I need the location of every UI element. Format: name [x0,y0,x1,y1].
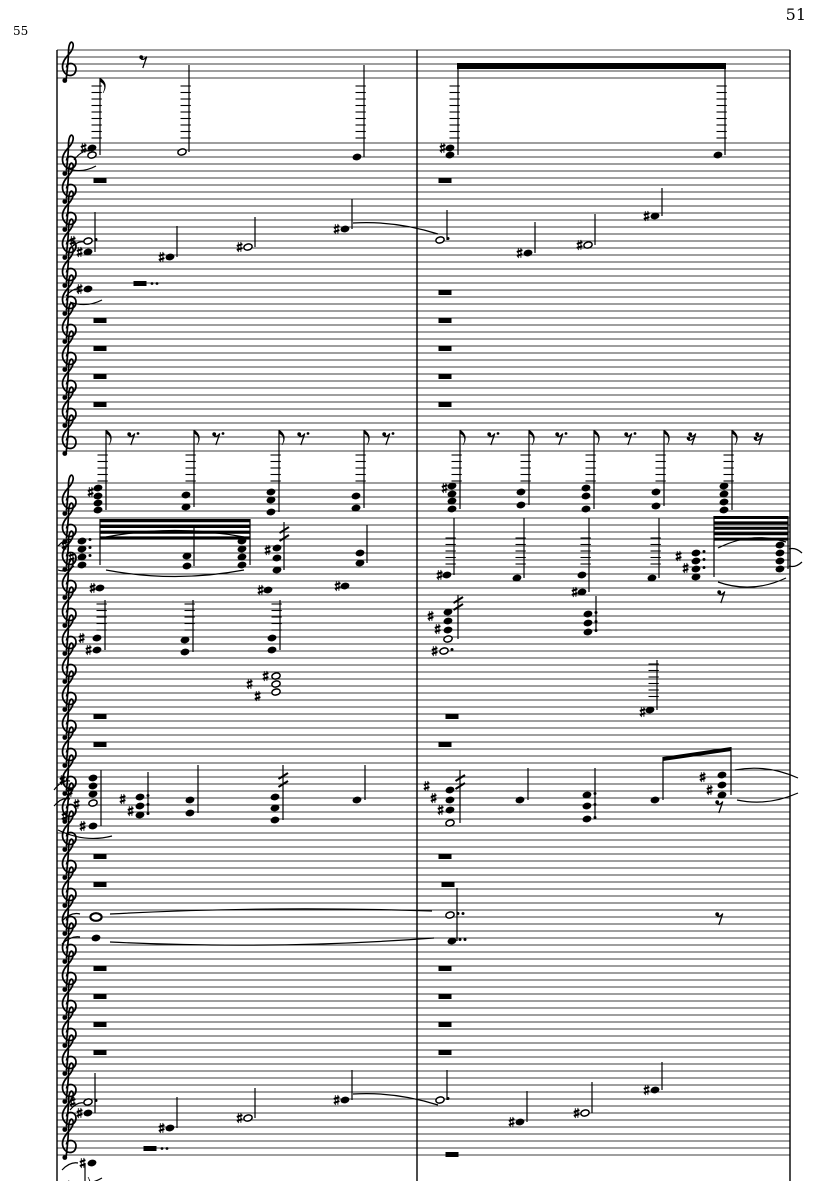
whole-rest [439,374,452,379]
staff [57,219,790,260]
note [445,770,465,827]
staff [57,359,790,400]
eighth-rest [127,432,139,445]
eighth-rest [139,55,147,68]
note [515,1091,527,1126]
tie-slur [58,830,112,838]
eighth-rest [555,432,567,445]
note [445,66,460,159]
sharp-accidental [640,707,646,717]
tie-slur [110,938,434,945]
treble-clef-icon [63,415,77,454]
whole-rest [94,714,107,719]
note [88,770,101,830]
sharp-accidental [86,645,92,655]
note [713,66,727,159]
note [645,660,659,714]
note [691,516,714,581]
whole-rest [94,742,107,747]
whole-rest [94,854,107,859]
staff [57,135,790,176]
note [580,1082,592,1117]
note [650,757,663,804]
tie-slur [789,562,802,567]
staff [57,811,790,852]
staff [57,979,790,1020]
sharp-accidental [442,483,448,493]
staff [57,923,790,964]
sharp-accidental [74,799,80,809]
whole-rest [94,178,107,183]
note [271,672,281,696]
treble-clef-icon [63,1119,77,1158]
note [92,600,107,654]
beam [457,63,726,69]
whole-rest [439,1022,452,1027]
whole-rest [439,854,452,859]
staff [57,191,790,232]
treble-clef-icon [63,42,77,81]
staff [57,1007,790,1048]
staff [57,895,790,936]
beam [100,519,250,540]
staff [57,303,790,344]
staff [57,1119,790,1160]
note [651,430,669,510]
note [582,768,596,823]
staff [57,275,790,316]
note [267,600,282,654]
whole-rest [439,402,452,407]
staff [57,559,790,600]
note [165,226,177,261]
sharp-accidental [159,252,165,262]
sharp-accidental [509,1117,515,1127]
sharp-accidental [707,785,713,795]
staff [57,839,790,880]
note [512,518,526,582]
note [93,430,111,514]
staff [57,587,790,628]
note [87,78,105,159]
note [340,199,352,233]
note [351,430,369,512]
note [85,1159,97,1181]
whole-rest [439,290,452,295]
sharp-accidental [435,624,441,634]
beam [714,516,788,541]
page-number: 51 [785,5,806,24]
eighth-rest [717,590,725,603]
sharp-accidental [237,1113,243,1123]
eighth-rest [212,432,224,445]
staff [57,783,790,824]
sharp-accidental [88,487,94,497]
staff [57,643,790,684]
staff [57,615,790,656]
whole-rest [439,742,452,747]
sharp-accidental [424,781,430,791]
eighth-rest [687,432,696,445]
sharp-accidental [258,585,264,595]
tie-slur [789,549,802,554]
staff [57,387,790,428]
sharp-accidental [683,563,689,573]
note [775,516,788,573]
sharp-accidental [517,248,523,258]
staff [57,1035,790,1076]
note [83,1073,97,1117]
note [577,518,591,596]
tie-slur [353,223,438,234]
whole-rest [439,1050,452,1055]
note [270,765,288,824]
note [77,519,100,569]
note [719,430,737,514]
note [583,214,595,249]
note [266,430,284,516]
staff [57,415,790,456]
sharp-accidental [128,806,134,816]
staff [57,867,790,908]
staff [57,1063,790,1104]
staff [57,951,790,992]
whole-rest [439,966,452,971]
whole-rest [439,994,452,999]
whole-rest [94,1022,107,1027]
note [340,582,350,590]
note [647,518,661,582]
whole-rest [144,1146,169,1151]
note [181,430,199,511]
eighth-rest [715,800,723,813]
note [442,518,456,579]
tie-slur [62,1163,78,1170]
whole-rest [94,966,107,971]
note [83,285,93,293]
whole-rest [442,882,455,887]
note [515,768,528,804]
note [272,522,289,574]
note [180,600,195,656]
whole-rest [439,178,452,183]
whole-rest [439,318,452,323]
eighth-rest [715,912,723,925]
measure-number: 55 [13,24,29,38]
whole-note [90,913,101,921]
whole-rest [94,318,107,323]
note [177,65,191,156]
note [650,188,662,220]
sharp-accidental [120,794,126,804]
sharp-accidental [334,1095,340,1105]
staff [57,475,790,516]
whole-rest [94,374,107,379]
note [95,584,105,592]
whole-rest [94,402,107,407]
eighth-rest [624,432,636,445]
whole-rest [439,346,452,351]
note [581,430,599,513]
whole-rest [94,882,107,887]
note [435,1070,449,1104]
sharp-accidental [438,805,444,815]
eighth-rest [487,432,499,445]
whole-rest [94,346,107,351]
whole-rest [94,1050,107,1055]
tie-slur [106,570,244,577]
sharp-accidental [644,1085,650,1095]
sharp-accidental [237,242,243,252]
sharp-accidental [79,633,85,643]
staff [57,331,790,372]
sharp-accidental [159,1123,165,1133]
note [243,1088,255,1122]
whole-rest [446,1152,459,1157]
note [352,65,366,161]
note [263,586,273,594]
sharp-accidental [440,143,446,153]
staff [57,755,790,796]
eighth-rest [382,432,394,445]
whole-rest [134,281,159,286]
sharp-accidental [247,679,253,689]
eighth-rest [297,432,309,445]
eighth-rest [754,432,763,445]
staff [57,247,790,288]
tie-slur [718,578,786,587]
whole-rest [446,714,459,719]
staff [57,671,790,712]
sharp-accidental [335,581,341,591]
staff [57,699,790,740]
note [91,934,101,942]
staff [57,163,790,204]
sharp-accidental [334,224,340,234]
staff [57,727,790,768]
sharp-accidental [437,570,443,580]
whole-rest [94,994,107,999]
staff [57,42,790,83]
note [447,430,465,513]
